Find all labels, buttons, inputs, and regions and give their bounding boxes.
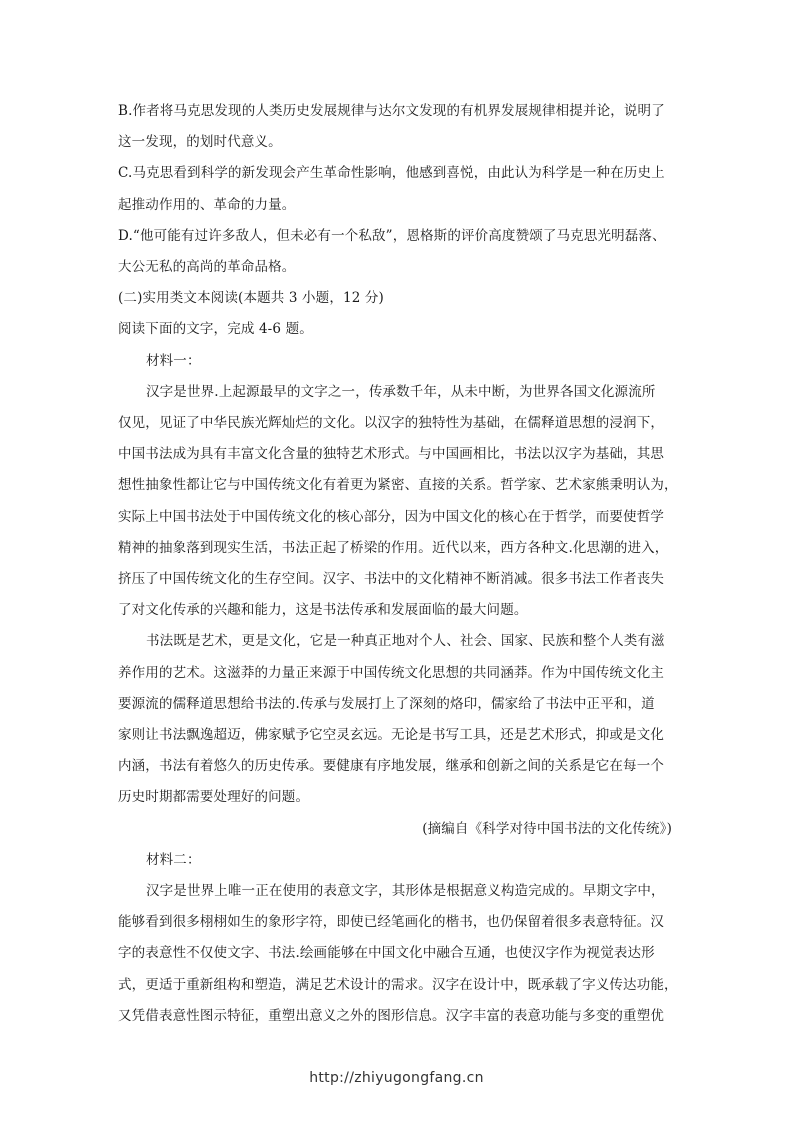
material-2-para-1-line: 式，更适于重新组构和塑造，满足艺术设计的需求。汉字在设计中，既承载了字义传达功能，	[118, 976, 678, 993]
material-1-para-2-line: 家则让书法飘逸超迈，佛家赋予它空灵玄远。无论是书写工具，还是艺术形式，抑或是文化	[118, 727, 664, 744]
option-b-line-1: B.作者将马克思发现的人类历史发展规律与达尔文发现的有机界发展规律相提并论，说明了	[118, 103, 665, 119]
material-1-para-2-line: 养作用的艺术。这滋莽的力量正来源于中国传统文化思想的共同涵莽。作为中国传统文化主	[118, 664, 664, 681]
material-1-para-1-line: 中国书法成为具有丰富文化含量的独特艺术形式。与中国画相比，书法以汉字为基础，其思	[118, 446, 664, 463]
option-d-line-1: D.“他可能有过许多敌人，但未必有一个私敌”，恩格斯的评价高度赞颂了马克思光明磊落、	[118, 227, 666, 244]
material-1-para-1-line: 仅见，见证了中华民族光辉灿烂的文化。以汉字的独特性为基础，在儒释道思想的浸润下，	[118, 415, 664, 432]
option-b-line-2: 这一发现，的划时代意义。	[118, 134, 282, 151]
material-1-para-2-line: 内涵，书法有着悠久的历史传承。要健康有序地发展，继承和创新之间的关系是它在每一个	[118, 758, 664, 775]
material-1-para-1-line: 挤压了中国传统文化的生存空间。汉字、书法中的文化精神不断消减。很多书法工作者丧失	[118, 571, 664, 588]
material-2-label: 材料二：	[146, 851, 201, 868]
option-c-line-1: C.马克思看到科学的新发现会产生革命性影响，他感到喜悦，由此认为科学是一种在历史上	[118, 165, 665, 182]
option-c-line-2: 起推动作用的、革命的力量。	[118, 196, 296, 213]
material-1-para-1-line: 了对文化传承的兴趣和能力，这是书法传承和发展面临的最大问题。	[118, 602, 528, 619]
material-1-para-2-line: 历史时期都需要处理好的问题。	[118, 789, 310, 806]
material-1-source: (摘编自《科学对待中国书法的文化传统》)	[422, 820, 672, 837]
option-d-line-2: 大公无私的高尚的革命品格。	[118, 259, 296, 276]
section-heading: (二)实用类文本阅读(本题共 3 小题，12 分)	[118, 290, 384, 307]
footer-url: http://zhiyugongfang.cn	[309, 1070, 484, 1086]
material-2-para-1-line: 字的表意性不仅使文字、书法.绘画能够在中国文化中融合互通，也使汉字作为视觉表达形	[118, 945, 655, 962]
material-1-para-2-line: 要源流的儒释道思想给书法的.传承与发展打上了深刻的烙印，儒家给了书法中正平和，道	[118, 695, 655, 712]
material-2-para-1-line: 又凭借表意性图示特征，重塑出意义之外的图形信息。汉字丰富的表意功能与多变的重塑优	[118, 1007, 664, 1024]
material-1-para-1-line: 汉字是世界.上起源最早的文字之一，传承数千年，从未中断，为世界各国文化源流所	[146, 383, 656, 400]
material-1-para-1-line: 想性抽象性都让它与中国传统文化有着更为紧密、直接的关系。哲学家、艺术家熊秉明认为，	[118, 477, 678, 494]
material-1-para-1-line: 实际上中国书法处于中国传统文化的核心部分，因为中国文化的核心在于哲学，而要使哲学	[118, 508, 664, 525]
material-1-label: 材料一：	[146, 352, 201, 369]
document-page	[118, 96, 678, 1032]
material-2-para-1-line: 能够看到很多栩栩如生的象形字符，即使已经笔画化的楷书，也仍保留着很多表意特征。汉	[118, 914, 664, 931]
material-2-para-1-line: 汉字是世界上唯一正在使用的表意文字，其形体是根据意义构造完成的。早期文字中，	[146, 883, 665, 900]
material-1-para-2-line: 书法既是艺术，更是文化，它是一种真正地对个人、社会、国家、民族和整个人类有滋	[146, 633, 665, 650]
instruction: 阅读下面的文字，完成 4-6 题。	[118, 321, 313, 338]
material-1-para-1-line: 精神的抽象落到现实生活，书法正起了桥梁的作用。近代以来，西方各种文.化思潮的进入，	[118, 539, 669, 556]
